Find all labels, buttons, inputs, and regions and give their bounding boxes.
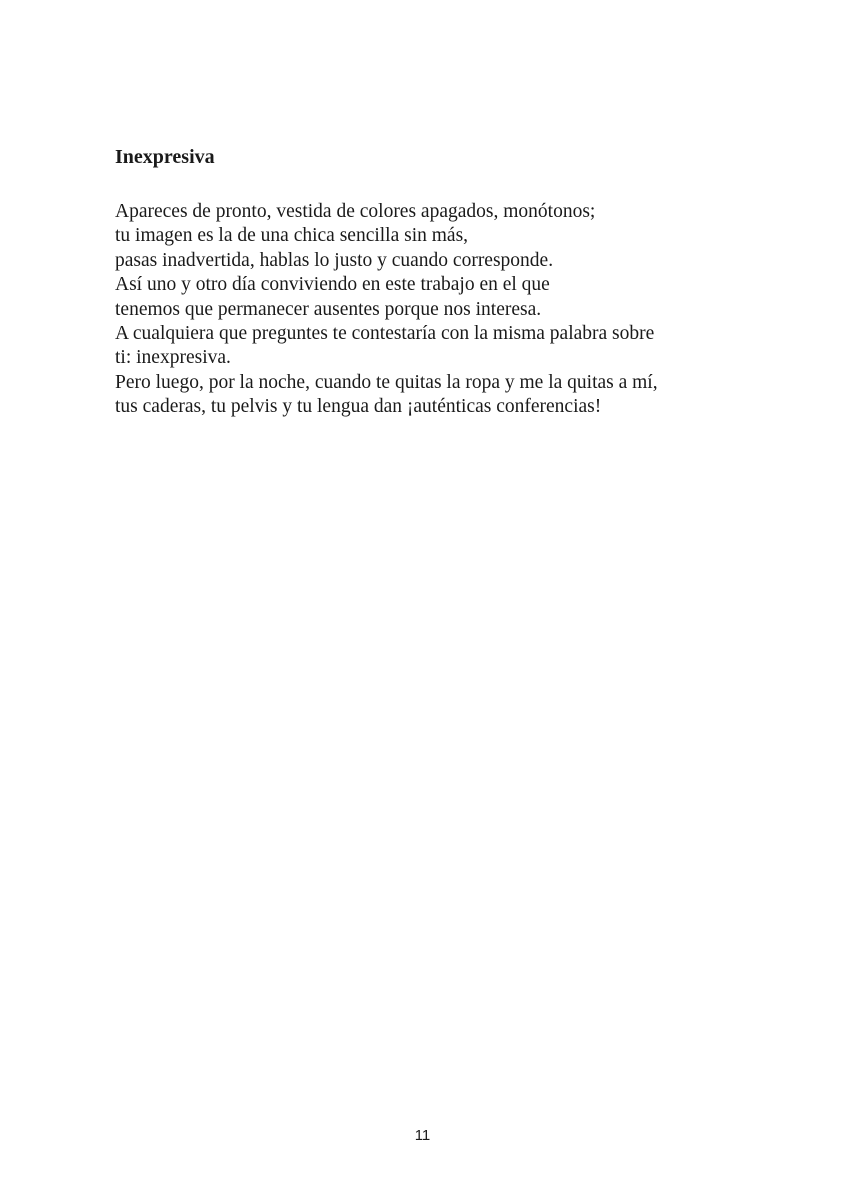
page-number: 11 [414, 1127, 431, 1144]
poem-line: Apareces de pronto, vestida de colores apagados, monótonos; [115, 201, 596, 222]
poem-line: pasas inadvertida, hablas lo justo y cuando corresponde. [115, 249, 554, 271]
poem-line: ti: inexpresiva. [115, 347, 231, 369]
poem-line: Pero luego, por la noche, cuando te quitas la ropa y me la quitas a mí, [115, 371, 658, 393]
poem-line: A cualquiera que preguntes te contestaría con la misma palabra sobre [115, 323, 655, 345]
poem-title: Inexpresiva [115, 146, 215, 168]
poem-line: Así uno y otro día conviviendo en este trabajo en el que [115, 274, 550, 296]
poem-body [115, 200, 805, 420]
poem-line: tus caderas, tu pelvis y tu lengua dan ¡auténticas conferencias! [115, 396, 602, 418]
poem-line: tenemos que permanecer ausentes porque nos interesa. [115, 298, 542, 320]
poem-line: tu imagen es la de una chica sencilla sin más, [115, 225, 469, 247]
